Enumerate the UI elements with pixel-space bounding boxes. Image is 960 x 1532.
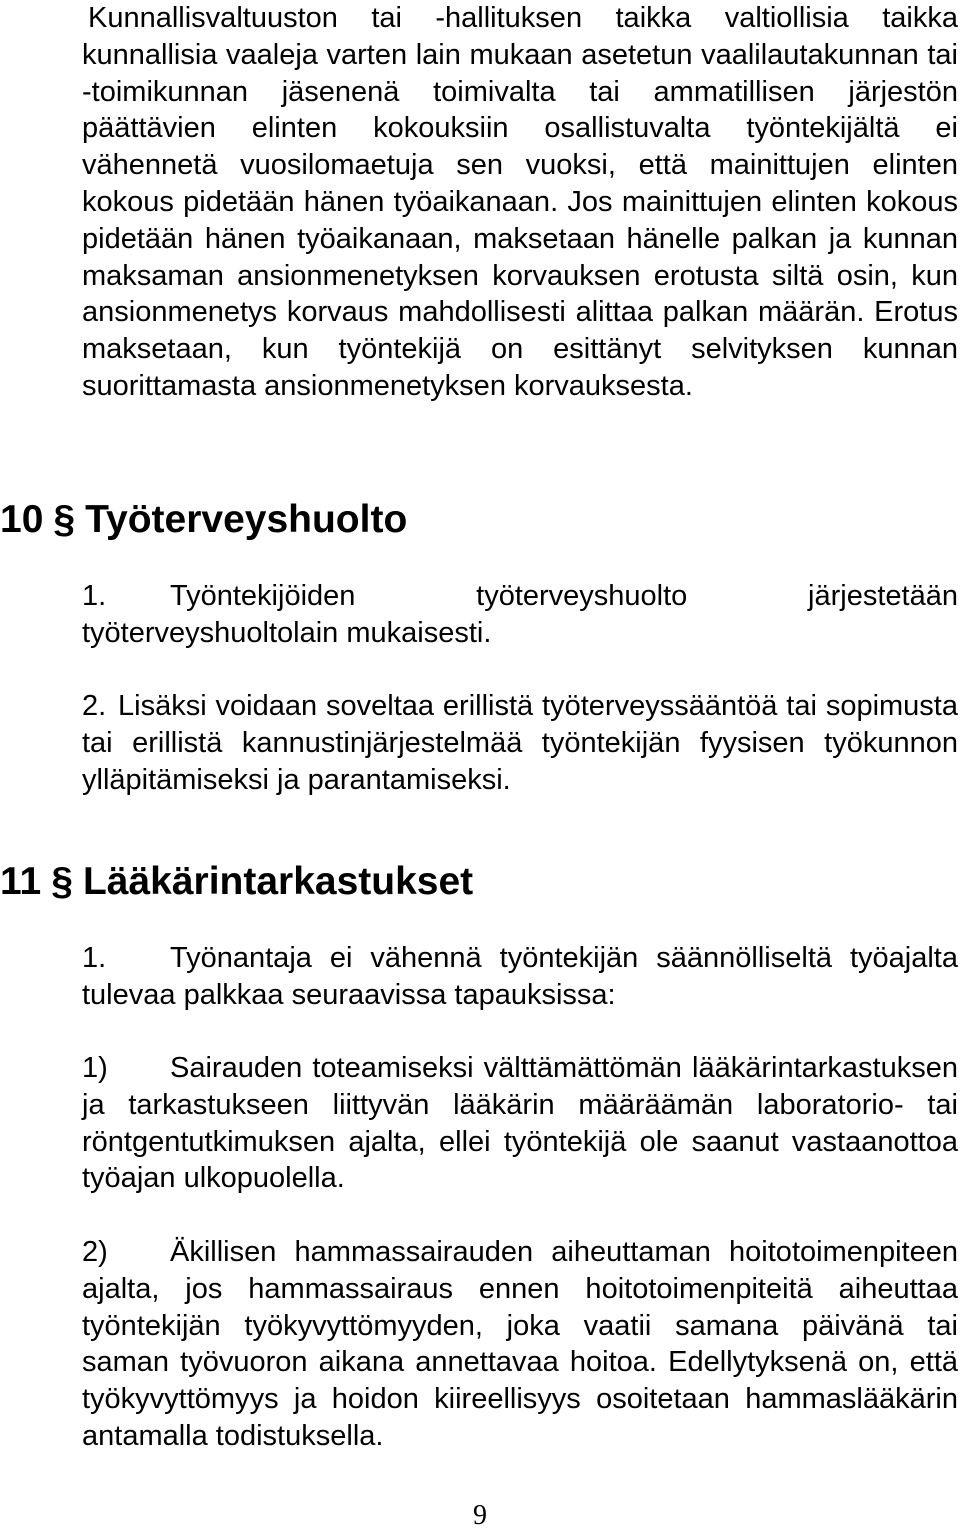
heading-title: Työterveyshuolto xyxy=(85,498,408,541)
paragraph-number: 2. xyxy=(82,690,107,722)
paragraph-11-1 xyxy=(82,940,958,1014)
heading-title: Lääkärintarkastukset xyxy=(82,860,474,903)
paragraph-text: Työnantaja ei vähennä työntekijän säännölliseltä työajalta tulevaa palkkaa seuraavissa tapauksissa: xyxy=(82,942,958,1011)
paragraph-number: 1. xyxy=(82,942,107,974)
list-item-text: Sairauden toteamiseksi välttämättömän lääkärintarkastuksen ja tarkastukseen liittyvän lääkärin määräämän laboratorio- tai röntgentutkimuksen ajalta, ellei työntekijä ole saanut vastaanottoa työajan ulkopuolella. xyxy=(82,1052,958,1195)
heading-number: 10 xyxy=(0,498,44,541)
paragraph-text: Työntekijöiden työterveyshuolto järjestetään työterveyshuoltolain mukaisesti. xyxy=(82,580,958,649)
list-item-2 xyxy=(82,1234,958,1455)
section-sign-icon: § xyxy=(53,498,76,541)
paragraph-number xyxy=(0,0,88,37)
list-item-text: Äkillisen hammassairauden aiheuttaman hoitotoimenpiteen ajalta, jos hammassairaus ennen hoitotoimenpiteitä aiheuttaa työntekijän työkyvyttömyyden, joka vaatii samana päivänä tai saman työvuoron aikana annettavaa hoitoa. Edellytyksenä on, että työkyvyttömyys ja hoidon kiireellisyys osoitetaan hammaslääkärin antamalla todistuksella. xyxy=(82,1236,958,1452)
paragraph-10-1 xyxy=(82,578,958,652)
list-item-number: 2) xyxy=(82,1236,108,1268)
section-heading-11 xyxy=(0,860,473,904)
page-number: 9 xyxy=(473,1500,487,1531)
list-item-1 xyxy=(82,1050,958,1197)
section-sign-icon: § xyxy=(51,860,73,903)
paragraph-text: Kunnallisvaltuuston tai -hallituksen taikka valtiollisia taikka kunnallisia vaaleja varten lain mukaan asetetun vaalilautakunnan tai -toimikunnan jäsenenä toimivalta tai ammatillisen järjestön päättävien elinten kokouksiin osallistuvalta työntekijältä ei vähennetä vuosilomaetuja sen vuoksi, että mainittujen elinten kokous pidetään hänen työaikanaan. Jos mainittujen elinten kokous pidetään hänen työaikanaan, maksetaan hänelle palkan ja kunnan maksaman ansionmenetyksen korvauksen erotusta siltä osin, kun ansionmenetys korvaus mahdollisesti alittaa palkan määrän. Erotus maksetaan, kun työntekijä on esittänyt selvityksen kunnan suorittamasta ansionmenetyksen korvauksesta. xyxy=(82,2,958,402)
paragraph-number: 1. xyxy=(82,580,107,612)
list-item-number: 1) xyxy=(82,1052,108,1084)
section-heading-10 xyxy=(0,498,407,542)
paragraph-10-2 xyxy=(82,688,958,798)
paragraph-8 xyxy=(82,0,958,405)
heading-number: 11 xyxy=(0,860,42,903)
paragraph-text: Lisäksi voidaan soveltaa erillistä työterveyssääntöä tai sopimusta tai erillistä kannustinjärjestelmää työntekijän fyysisen työkunnon ylläpitämiseksi ja parantamiseksi. xyxy=(82,690,958,796)
